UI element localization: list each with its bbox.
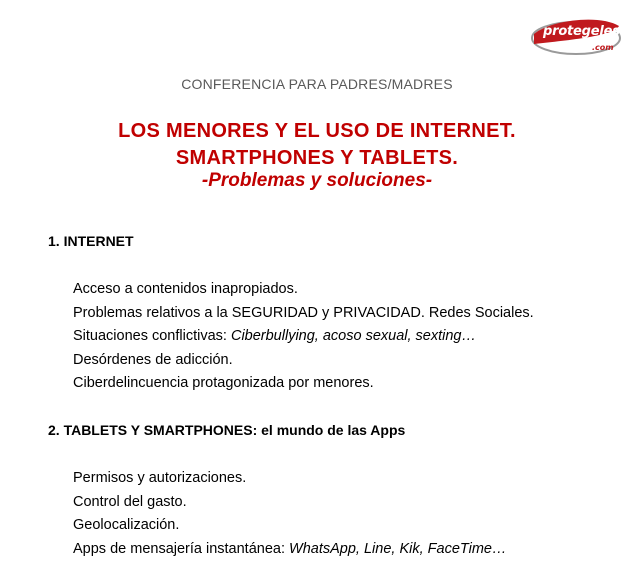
list-item-text: Situaciones conflictivas: [73,328,231,345]
document-subtitle: -Problemas y soluciones- [201,170,433,191]
protegeles-logo [530,16,622,56]
list-item: Problemas relativos a la SEGURIDAD y PRIVACIDAD. Redes Sociales. [73,304,534,321]
list-item: Control del gasto. [73,493,187,510]
logo-text: protegeles [543,24,620,39]
list-item: Geolocalización. [73,517,180,534]
section-heading-internet: 1. INTERNET [48,233,134,249]
conference-label: CONFERENCIA PARA PADRES/MADRES [181,76,453,92]
title-line-1: LOS MENORES Y EL USO DE INTERNET. [118,120,516,142]
list-item: Ciberdelincuencia protagonizada por menores. [73,375,374,392]
list-item-examples: Ciberbullying, acoso sexual, sexting… [230,328,476,345]
list-item-text: Apps de mensajería instantánea: [73,540,290,557]
section-heading-tablets: 2. TABLETS Y SMARTPHONES: el mundo de las Apps [48,422,406,438]
list-item-examples: WhatsApp, Line, Kik, FaceTime… [289,540,507,557]
list-item [73,538,506,561]
internet-problem-list [73,278,534,396]
apps-problem-list [73,467,506,561]
logo-domain: .com [592,43,614,52]
list-item: Desórdenes de adicción. [73,351,233,368]
list-item: Acceso a contenidos inapropiados. [73,281,298,297]
list-item [73,325,534,349]
title-line-2: SMARTPHONES Y TABLETS. [175,147,459,169]
list-item: Permisos y autorizaciones. [73,470,247,486]
document-title [0,118,634,172]
